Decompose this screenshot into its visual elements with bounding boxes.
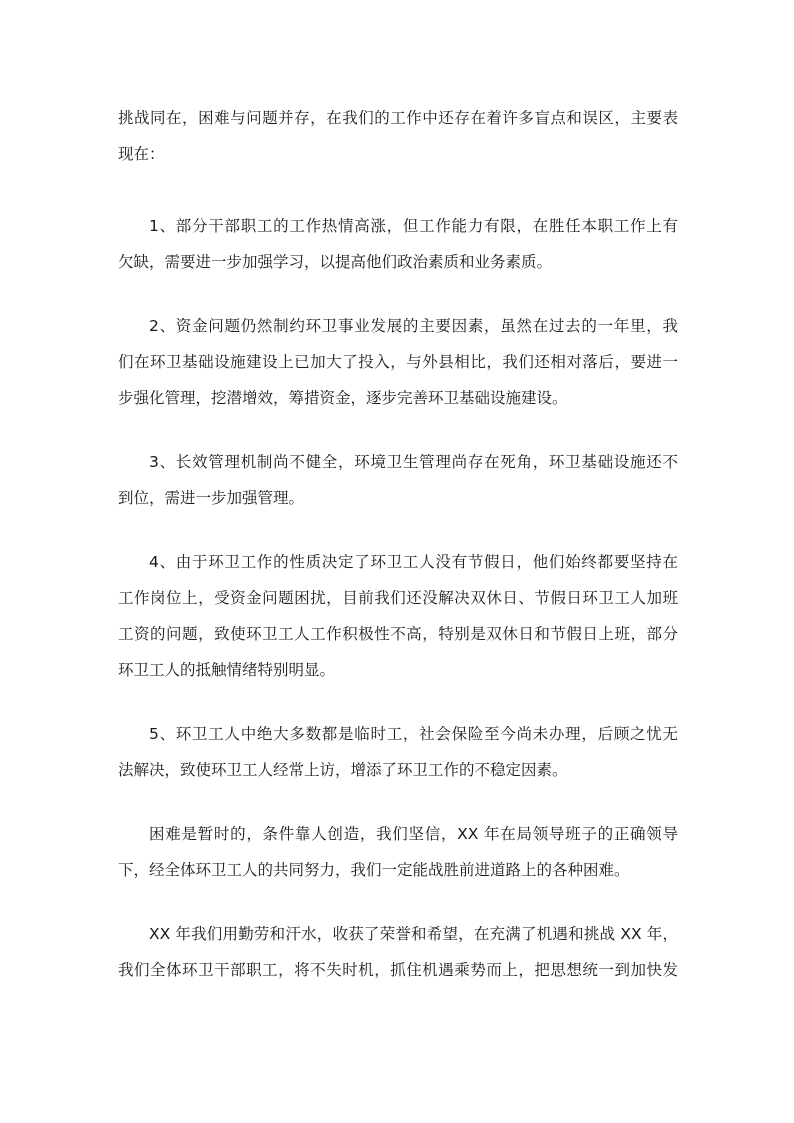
text-line: 工资的问题，致使环卫工人工作积极性不高，特别是双休日和节假日上班，部分 (118, 625, 678, 643)
text-line: 5、环卫工人中绝大多数都是临时工，社会保险至今尚未办理，后顾之忧无 (149, 725, 678, 743)
document-page (118, 100, 678, 1016)
paragraph-intro (118, 100, 678, 172)
paragraph-item-1 (118, 208, 678, 280)
text-line: 现在： (118, 145, 165, 163)
paragraph-item-5 (118, 716, 678, 788)
text-line: 挑战同在，困难与问题并存，在我们的工作中还存在着许多盲点和误区，主要表 (118, 109, 678, 127)
text-line: XX 年我们用勤劳和汗水，收获了荣誉和希望，在充满了机遇和挑战 XX 年， (149, 925, 678, 943)
text-line: 下，经全体环卫工人的共同努力，我们一定能战胜前进道路上的各种困难。 (118, 861, 630, 879)
paragraph-item-3 (118, 444, 678, 516)
text-line: 步强化管理，挖潜增效，筹措资金，逐步完善环卫基础设施建设。 (118, 389, 568, 407)
text-line: 们在环卫基础设施建设上已加大了投入，与外县相比，我们还相对落后，要进一 (118, 353, 678, 371)
paragraph-item-4 (118, 544, 678, 688)
text-line: 1、部分干部职工的工作热情高涨，但工作能力有限，在胜任本职工作上有 (149, 217, 678, 235)
text-line: 困难是暂时的，条件靠人创造，我们坚信，XX 年在局领导班子的正确领导 (149, 825, 678, 843)
text-line: 到位，需进一步加强管理。 (118, 489, 305, 507)
text-line: 3、长效管理机制尚不健全，环境卫生管理尚存在死角，环卫基础设施还不 (149, 453, 678, 471)
text-line: 2、资金问题仍然制约环卫事业发展的主要因素，虽然在过去的一年里，我 (149, 317, 678, 335)
text-line: 4、由于环卫工作的性质决定了环卫工人没有节假日，他们始终都要坚持在 (149, 553, 678, 571)
text-line: 欠缺，需要进一步加强学习，以提高他们政治素质和业务素质。 (118, 253, 553, 271)
paragraph-item-2 (118, 308, 678, 416)
text-line: 工作岗位上，受资金问题困扰，目前我们还没解决双休日、节假日环卫工人加班 (118, 589, 678, 607)
paragraph-conclusion (118, 816, 678, 888)
text-line: 我们全体环卫干部职工，将不失时机，抓住机遇乘势而上，把思想统一到加快发 (118, 961, 678, 979)
text-line: 法解决，致使环卫工人经常上访，增添了环卫工作的不稳定因素。 (118, 761, 568, 779)
paragraph-outlook (118, 916, 678, 988)
text-line: 环卫工人的抵触情绪特别明显。 (118, 661, 336, 679)
